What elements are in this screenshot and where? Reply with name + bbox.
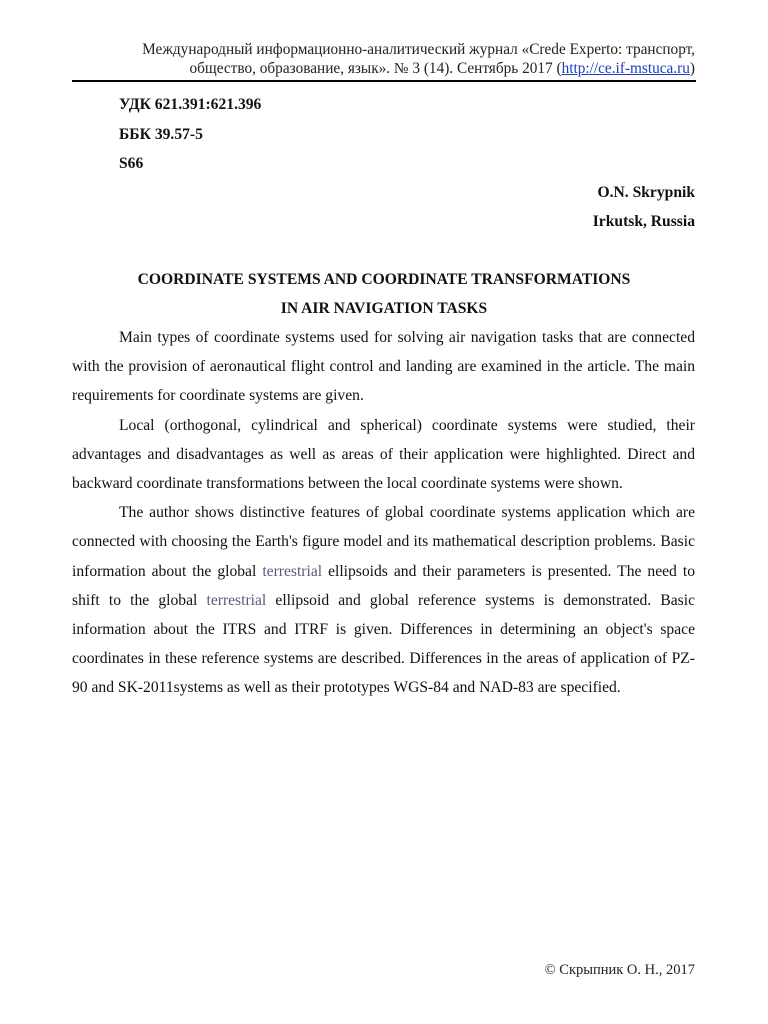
udk-code: УДК 621.391:621.396 <box>119 96 262 113</box>
abstract-paragraph-3 <box>72 498 695 702</box>
journal-header <box>72 40 695 78</box>
abstract-paragraph-1: Main types of coordinate systems used for solving air navigation tasks that are connected with the provision of aeronautical flight control and landing are examined in the article. The main requirements for coordinate systems are given. <box>72 329 695 405</box>
abstract <box>72 323 695 703</box>
abstract-p3-part-c: ellipsoid and global reference systems is demonstrated. Basic information about the ITRS and ITRF is given. Differences in determining an object's space coordinates in these reference systems are described. Differences in the areas of application of PZ-90 and SK-2011systems as well as their prototypes WGS-84 and NAD-83 are specified. <box>72 591 695 697</box>
article-title-line2: IN AIR NAVIGATION TASKS <box>280 300 488 317</box>
journal-header-close: ) <box>689 60 695 77</box>
copyright-notice: © Скрыпник О. Н., 2017 <box>544 962 695 978</box>
article-title-line1: COORDINATE SYSTEMS AND COORDINATE TRANSFORMATIONS <box>137 271 631 288</box>
journal-link[interactable]: http://ce.if-mstuca.ru <box>561 60 690 77</box>
abstract-paragraph-2: Local (orthogonal, cylindrical and spherical) coordinate systems were studied, their advantages and disadvantages as well as areas of their application were highlighted. Direct and backward coordinate transformations between the local coordinate systems were shown. <box>72 416 695 493</box>
highlighted-term: terrestrial <box>206 591 267 609</box>
journal-header-line1: Международный информационно-аналитический журнал «Crede Experto: транспорт, <box>142 41 695 58</box>
highlighted-term: terrestrial <box>262 562 323 580</box>
classification-code: S66 <box>119 155 144 172</box>
header-divider <box>72 80 696 82</box>
bbk-code: ББК 39.57-5 <box>119 126 203 143</box>
abstract-p3-part-a: The author shows distinctive features of global coordinate systems application which are connected with choosing the Earth's figure model and its mathematical description problems. Basic information about the global <box>72 504 695 580</box>
author-name: O.N. Skrypnik <box>597 184 695 201</box>
author-location: Irkutsk, Russia <box>592 213 695 230</box>
journal-header-line2 <box>72 59 695 78</box>
abstract-p3-part-b: ellipsoids and their parameters is presented. The need to shift to the global <box>72 562 695 609</box>
journal-issue-text: общество, образование, язык». № 3 (14). Сентябрь 2017 ( <box>189 60 562 77</box>
